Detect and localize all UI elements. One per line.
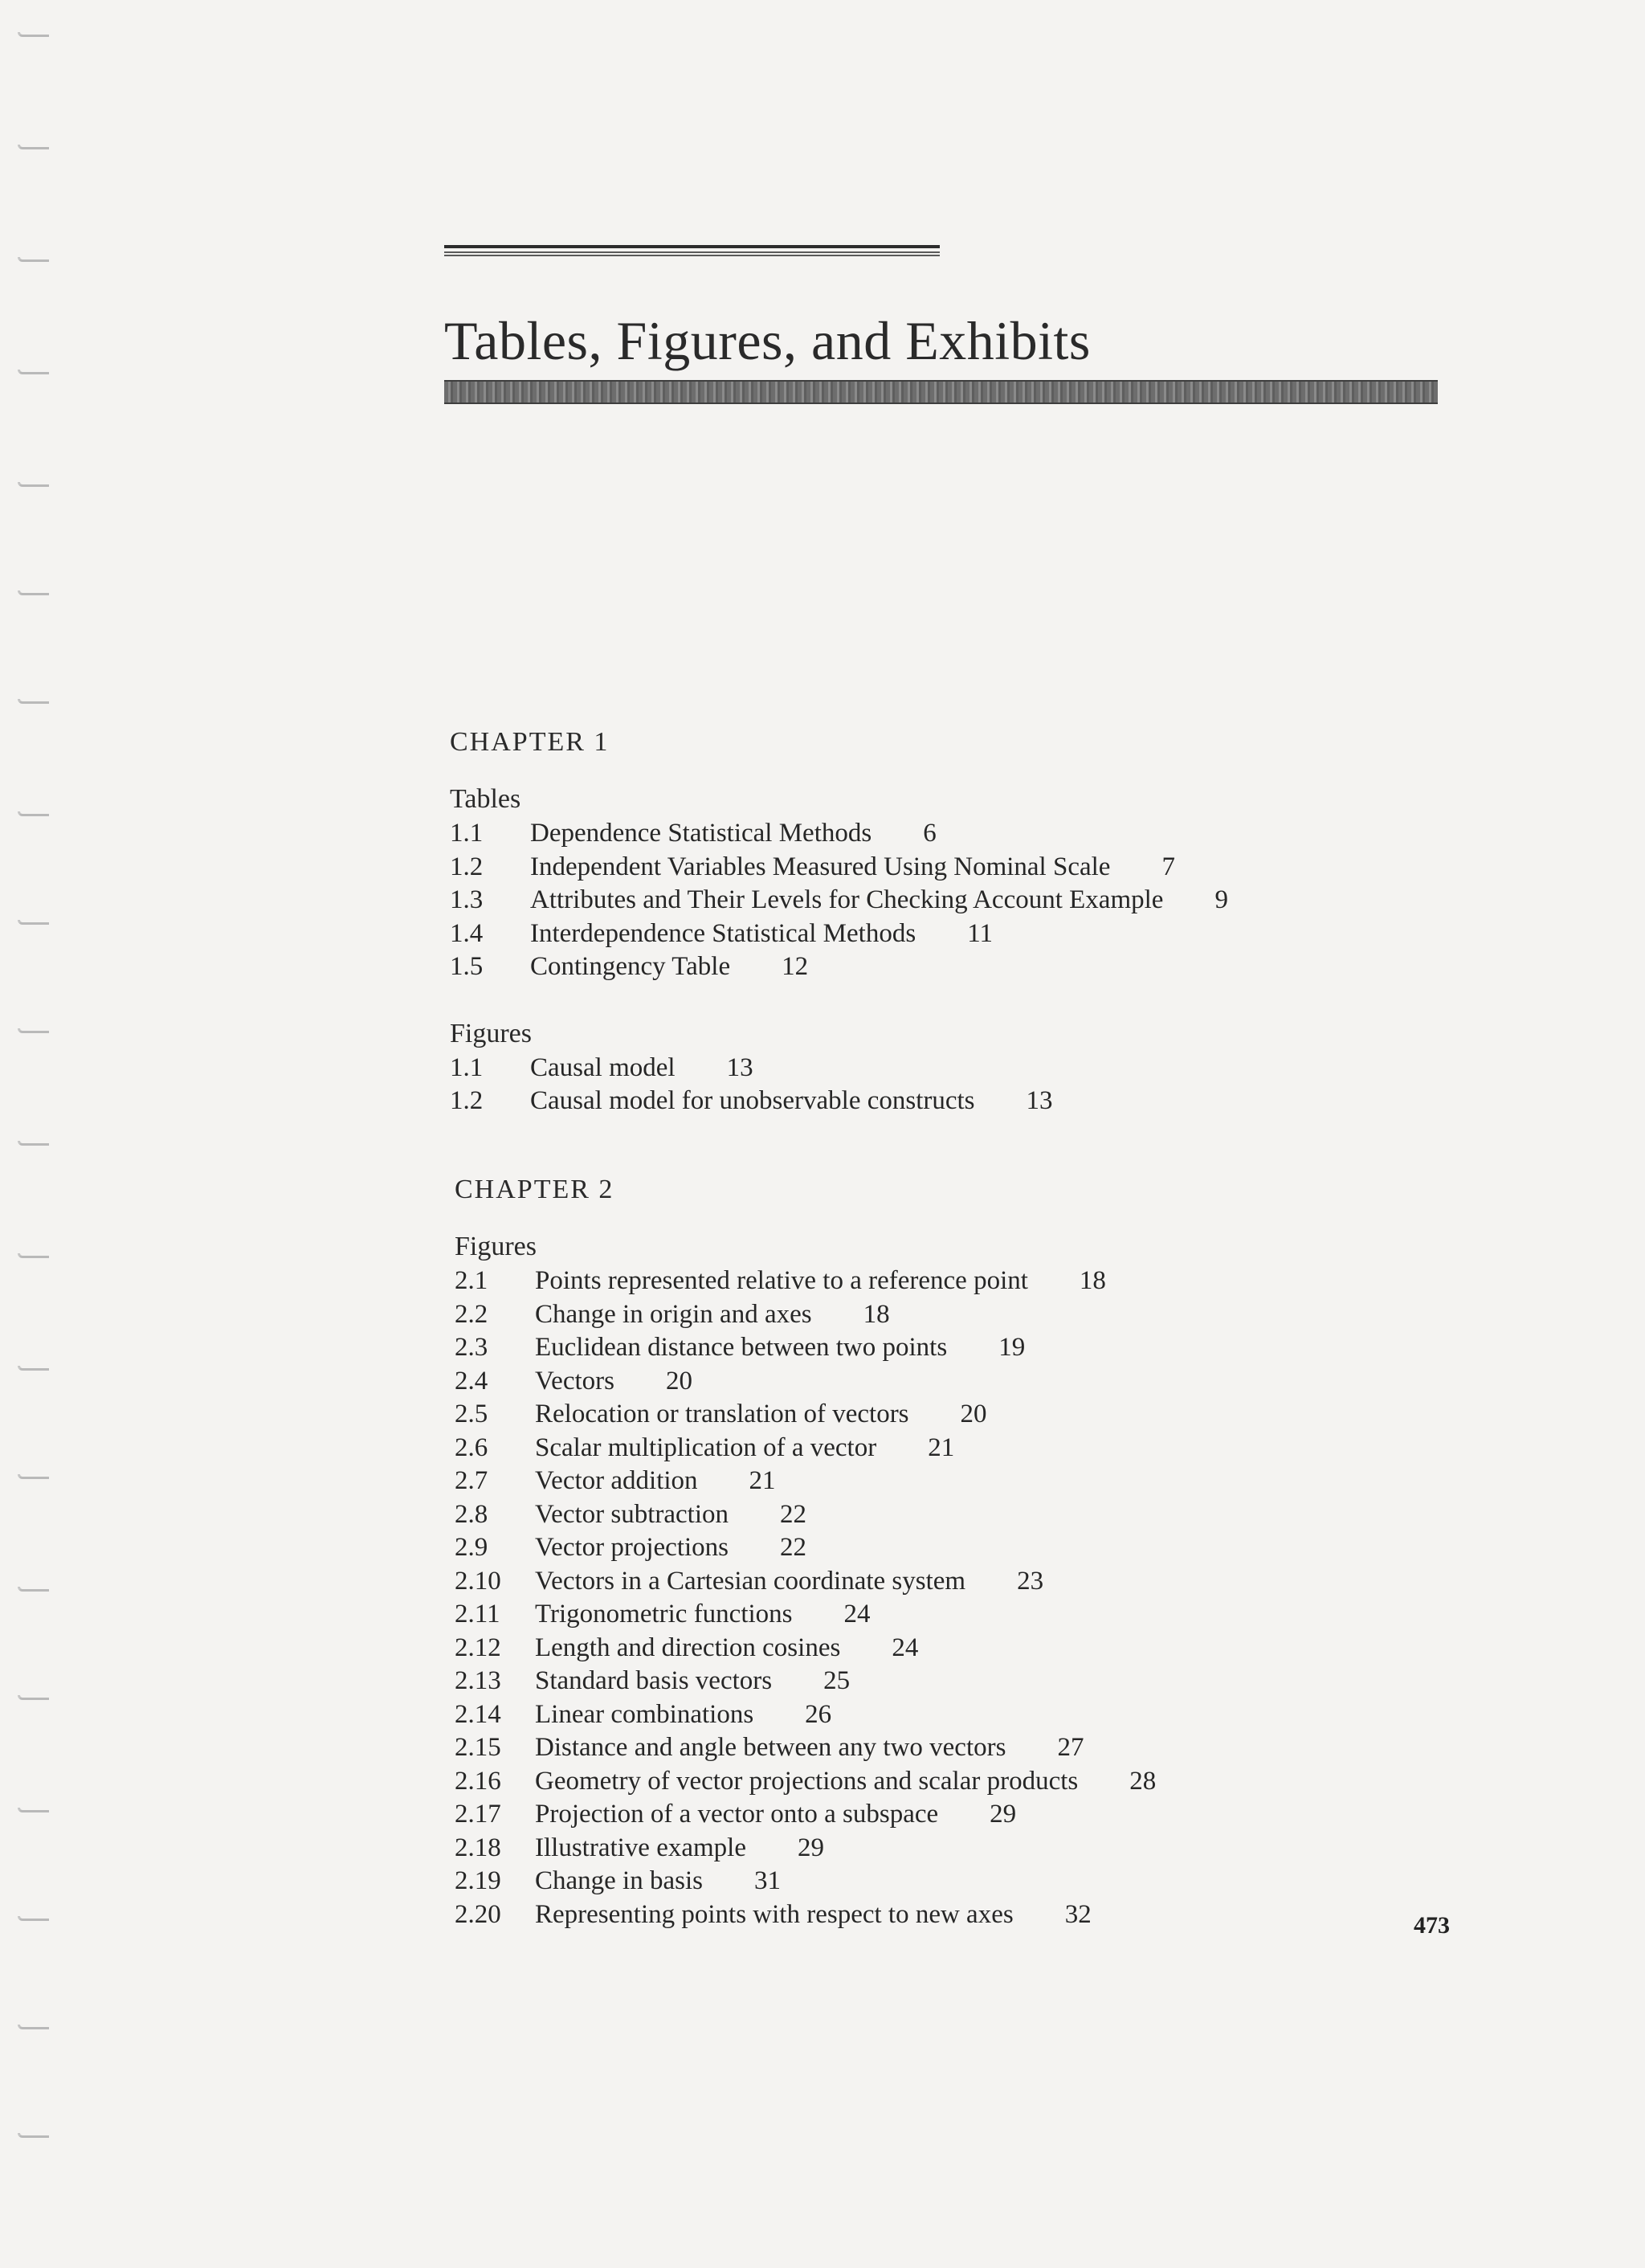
entry-title: Vectors — [535, 1366, 614, 1396]
list-item — [455, 1432, 1156, 1465]
binding-mark — [18, 920, 49, 925]
list-item — [455, 1331, 1156, 1365]
list-item — [455, 1898, 1156, 1932]
entry-number: 1.5 — [450, 952, 484, 981]
entry-number: 2.19 — [455, 1866, 501, 1895]
page-number: 473 — [1414, 1912, 1450, 1939]
binding-mark — [18, 699, 49, 704]
list-item — [455, 1365, 1156, 1399]
entry-page: 9 — [1214, 885, 1228, 914]
entry-number: 2.12 — [455, 1633, 501, 1662]
list-item — [455, 1832, 1156, 1865]
binding-mark — [18, 1808, 49, 1812]
entry-number: 1.3 — [450, 885, 484, 914]
list-item — [450, 851, 1228, 885]
entry-number: 2.8 — [455, 1499, 488, 1529]
binding-mark — [18, 1253, 49, 1258]
entry-page: 22 — [780, 1533, 807, 1562]
page-title: Tables, Figures, and Exhibits — [444, 310, 1091, 371]
binding-mark — [18, 257, 49, 262]
chapter-heading: CHAPTER 1 — [450, 727, 610, 757]
entry-number: 2.2 — [455, 1299, 488, 1329]
binding-mark — [18, 370, 49, 374]
entry-page: 7 — [1161, 852, 1175, 881]
list-item — [455, 1698, 1156, 1732]
list-item — [455, 1265, 1156, 1298]
entry-title: Vector subtraction — [535, 1499, 729, 1529]
entry-page: 20 — [665, 1366, 692, 1396]
entry-number: 1.2 — [450, 852, 484, 881]
entry-title: Euclidean distance between two points — [535, 1333, 948, 1362]
binding-mark — [18, 1141, 49, 1146]
chapter-heading: CHAPTER 2 — [455, 1175, 614, 1204]
entry-title: Points represented relative to a reference point — [535, 1266, 1028, 1295]
entry-page: 13 — [1026, 1086, 1053, 1115]
binding-mark — [18, 1028, 49, 1033]
entry-number: 2.13 — [455, 1666, 501, 1695]
binding-mark — [18, 2133, 49, 2138]
entry-title: Geometry of vector projections and scalar products — [535, 1766, 1079, 1796]
entry-title: Change in basis — [535, 1866, 703, 1895]
list-item — [450, 950, 1228, 984]
entry-number: 2.11 — [455, 1600, 500, 1628]
chapter-2-section — [455, 1175, 1156, 1964]
entry-number: 2.9 — [455, 1533, 488, 1562]
entry-title: Change in origin and axes — [535, 1299, 812, 1329]
entry-number: 2.20 — [455, 1899, 501, 1929]
entry-title: Trigonometric functions — [535, 1600, 793, 1628]
entry-number: 2.1 — [455, 1266, 488, 1295]
entry-page: 18 — [1079, 1266, 1106, 1295]
list-item — [455, 1731, 1156, 1765]
figures-group — [450, 1016, 1228, 1118]
entry-number: 1.4 — [450, 918, 484, 948]
entry-title: Contingency Table — [530, 952, 731, 981]
list-item — [455, 1498, 1156, 1532]
entry-page: 13 — [726, 1052, 753, 1082]
chapter-1-section — [450, 727, 1228, 1150]
entry-number: 2.10 — [455, 1566, 501, 1596]
entry-number: 2.6 — [455, 1432, 488, 1462]
entry-page: 22 — [780, 1499, 807, 1529]
list-item — [455, 1398, 1156, 1432]
entry-page: 12 — [782, 952, 809, 981]
binding-mark — [18, 1916, 49, 1921]
entry-page: 20 — [960, 1400, 987, 1428]
list-item — [450, 884, 1228, 917]
entry-page: 21 — [749, 1466, 776, 1495]
entry-page: 26 — [805, 1699, 832, 1729]
entry-number: 2.5 — [455, 1400, 488, 1428]
binding-mark — [18, 590, 49, 595]
binding-mark — [18, 1366, 49, 1371]
entry-page: 29 — [798, 1833, 824, 1862]
entry-page: 24 — [892, 1633, 919, 1662]
binding-edge — [0, 0, 56, 2268]
entry-page: 27 — [1057, 1733, 1084, 1762]
entry-title: Attributes and Their Levels for Checking Account Example — [530, 885, 1164, 914]
binding-mark — [18, 32, 49, 37]
entry-number: 2.15 — [455, 1733, 501, 1762]
binding-mark — [18, 145, 49, 149]
binding-mark — [18, 482, 49, 487]
entry-number: 2.17 — [455, 1800, 501, 1829]
entry-title: Dependence Statistical Methods — [530, 819, 872, 848]
entry-title: Linear combinations — [535, 1699, 754, 1729]
entry-title: Causal model — [530, 1052, 676, 1082]
entry-page: 25 — [823, 1666, 851, 1695]
binding-mark — [18, 811, 49, 816]
list-item — [455, 1665, 1156, 1698]
entry-page: 18 — [863, 1299, 890, 1329]
entry-page: 24 — [843, 1600, 871, 1628]
list-item — [455, 1465, 1156, 1498]
list-item — [455, 1565, 1156, 1599]
title-bar — [444, 380, 1438, 404]
entry-title: Distance and angle between any two vectors — [535, 1733, 1006, 1762]
entry-page: 23 — [1017, 1566, 1044, 1596]
list-item — [450, 1052, 1228, 1085]
entry-title: Illustrative example — [535, 1833, 746, 1862]
entry-page: 11 — [967, 918, 993, 948]
list-item — [455, 1798, 1156, 1832]
entry-number: 1.1 — [450, 819, 484, 848]
entry-title: Standard basis vectors — [535, 1666, 773, 1695]
entry-title: Interdependence Statistical Methods — [530, 918, 916, 948]
entry-title: Scalar multiplication of a vector — [535, 1432, 877, 1462]
figures-group — [455, 1229, 1156, 1931]
entry-title: Length and direction cosines — [535, 1633, 841, 1662]
entry-title: Causal model for unobservable constructs — [530, 1086, 975, 1115]
list-item — [450, 817, 1228, 851]
entry-page: 21 — [928, 1432, 955, 1462]
group-heading: Figures — [455, 1232, 537, 1261]
tables-group — [450, 782, 1228, 984]
entry-page: 29 — [990, 1800, 1017, 1829]
list-item — [455, 1765, 1156, 1799]
group-heading: Figures — [450, 1018, 532, 1048]
binding-mark — [18, 1587, 49, 1592]
entry-title: Vector addition — [535, 1466, 698, 1495]
entry-page: 6 — [923, 819, 937, 848]
list-item — [455, 1531, 1156, 1565]
top-rule — [444, 245, 940, 256]
list-item — [455, 1632, 1156, 1665]
entry-number: 1.1 — [450, 1052, 484, 1082]
list-item — [450, 1085, 1228, 1118]
binding-mark — [18, 2025, 49, 2029]
entry-page: 32 — [1064, 1899, 1092, 1929]
entry-number: 2.3 — [455, 1333, 488, 1362]
entry-title: Vector projections — [535, 1533, 729, 1562]
entry-title: Projection of a vector onto a subspace — [535, 1800, 939, 1829]
entry-page: 31 — [753, 1866, 781, 1895]
entry-number: 2.14 — [455, 1699, 501, 1729]
entry-number: 2.18 — [455, 1833, 501, 1862]
list-item — [455, 1598, 1156, 1632]
entry-page: 19 — [998, 1333, 1026, 1362]
entry-number: 2.16 — [455, 1766, 501, 1796]
entry-page: 28 — [1129, 1766, 1157, 1796]
entry-number: 2.7 — [455, 1466, 488, 1495]
entry-number: 1.2 — [450, 1086, 484, 1115]
list-item — [455, 1298, 1156, 1332]
entry-title: Independent Variables Measured Using Nominal Scale — [530, 852, 1111, 881]
binding-mark — [18, 1474, 49, 1479]
entry-title: Vectors in a Cartesian coordinate system — [535, 1566, 966, 1596]
group-heading: Tables — [450, 784, 521, 814]
binding-mark — [18, 1695, 49, 1700]
list-item — [450, 917, 1228, 951]
entry-title: Relocation or translation of vectors — [535, 1400, 909, 1428]
list-item — [455, 1865, 1156, 1898]
entry-number: 2.4 — [455, 1366, 488, 1396]
entry-title: Representing points with respect to new axes — [535, 1899, 1014, 1929]
